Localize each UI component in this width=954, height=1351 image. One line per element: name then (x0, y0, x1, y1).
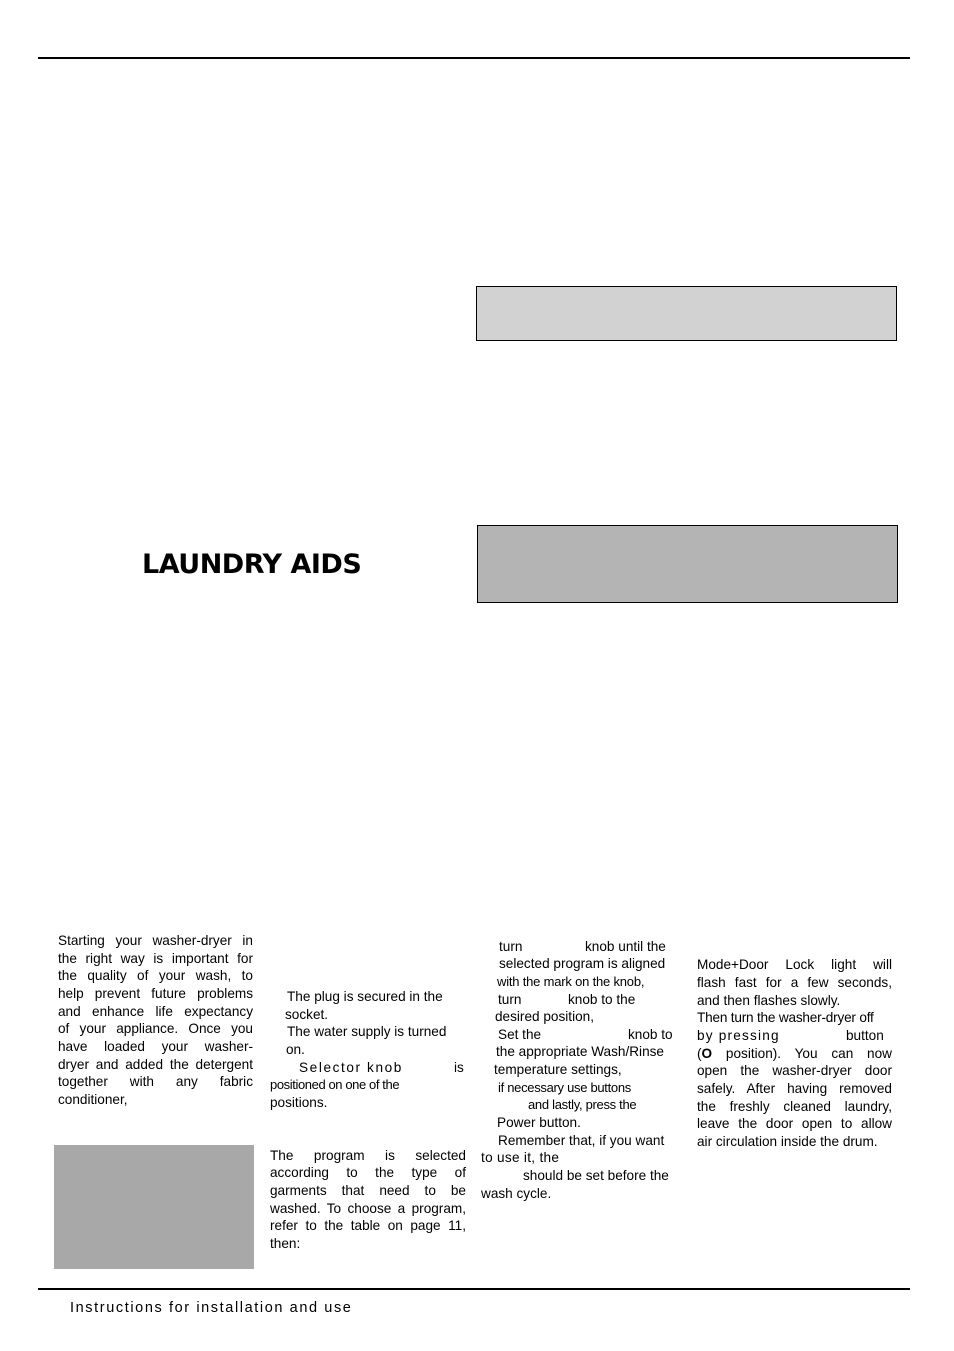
end-line: leave the door open to allow (697, 1116, 892, 1131)
step-text: desired position, (495, 1009, 594, 1024)
step-text: turn (498, 992, 522, 1007)
intro-line: of your appliance. Once you (58, 1021, 253, 1036)
step-text: and lastly, press the (528, 1097, 637, 1112)
step-text: to use it, the (481, 1150, 560, 1165)
end-line: and then flashes slowly. (697, 993, 841, 1008)
checklist-item: The water supply is turned (287, 1024, 447, 1039)
end-line: button (846, 1028, 884, 1043)
header-panel-light (476, 286, 897, 341)
checklist-item: Selector knob (299, 1060, 403, 1075)
checklist-item: positions. (270, 1095, 328, 1110)
header-panel-dark (477, 525, 898, 603)
intro-line: together with any fabric (58, 1074, 253, 1089)
step-text: the appropriate Wash/Rinse (496, 1044, 664, 1059)
program-line: The program is selected (270, 1148, 466, 1163)
end-line: Mode+Door Lock light will (697, 957, 892, 972)
intro-line: and enhance life expectancy (58, 1004, 253, 1019)
figure-placeholder (54, 1145, 254, 1269)
step-text: Remember that, if you want (498, 1133, 665, 1148)
step-text: with the mark on the knob, (497, 974, 645, 989)
intro-line: Starting your washer-dryer in (58, 933, 253, 948)
end-line: the freshly cleaned laundry, (697, 1099, 892, 1114)
step-text: should be set before the (523, 1168, 669, 1183)
step-text: wash cycle. (481, 1186, 552, 1201)
step-text: Set the (498, 1027, 542, 1042)
end-line: flash fast for a few seconds, (697, 975, 892, 990)
end-line: safely. After having removed (697, 1081, 892, 1096)
step-text: knob until the (585, 939, 666, 954)
step-text: knob to the (568, 992, 636, 1007)
end-line: (O position). You can now (697, 1046, 892, 1061)
checklist-item: is (454, 1060, 464, 1075)
step-text: turn (499, 939, 523, 954)
end-line: air circulation inside the drum. (697, 1134, 878, 1149)
bottom-rule (38, 1288, 910, 1290)
end-line: by pressing (697, 1028, 780, 1043)
program-line: garments that need to be (270, 1183, 466, 1198)
intro-line: the right way is important for (58, 951, 253, 966)
step-text: temperature settings, (494, 1062, 622, 1077)
step-text: Power button. (497, 1115, 581, 1130)
program-line: washed. To choose a program, (270, 1201, 466, 1216)
program-line: then: (270, 1236, 301, 1251)
program-line: refer to the table on page 11, (270, 1218, 466, 1233)
top-rule (38, 57, 910, 59)
intro-line: have loaded your washer- (58, 1039, 253, 1054)
intro-line: help prevent future problems (58, 986, 253, 1001)
checklist-item: positioned on one of the (270, 1077, 400, 1092)
intro-line: dryer and added the detergent (58, 1057, 253, 1072)
end-line: Then turn the washer-dryer off (697, 1010, 874, 1025)
checklist-item: The plug is secured in the (287, 989, 443, 1004)
intro-line: conditioner, (58, 1092, 128, 1107)
step-text: if necessary use buttons (498, 1080, 631, 1095)
step-text: knob to (628, 1027, 673, 1042)
step-text: selected program is aligned (499, 956, 666, 971)
end-line: open the washer-dryer door (697, 1063, 892, 1078)
intro-line: the quality of your wash, to (58, 968, 253, 983)
section-title: LAUNDRY AIDS (142, 549, 362, 580)
footer-text: Instructions for installation and use (70, 1300, 353, 1316)
checklist-item: socket. (285, 1007, 329, 1022)
program-line: according to the type of (270, 1165, 466, 1180)
checklist-item: on. (286, 1042, 305, 1057)
